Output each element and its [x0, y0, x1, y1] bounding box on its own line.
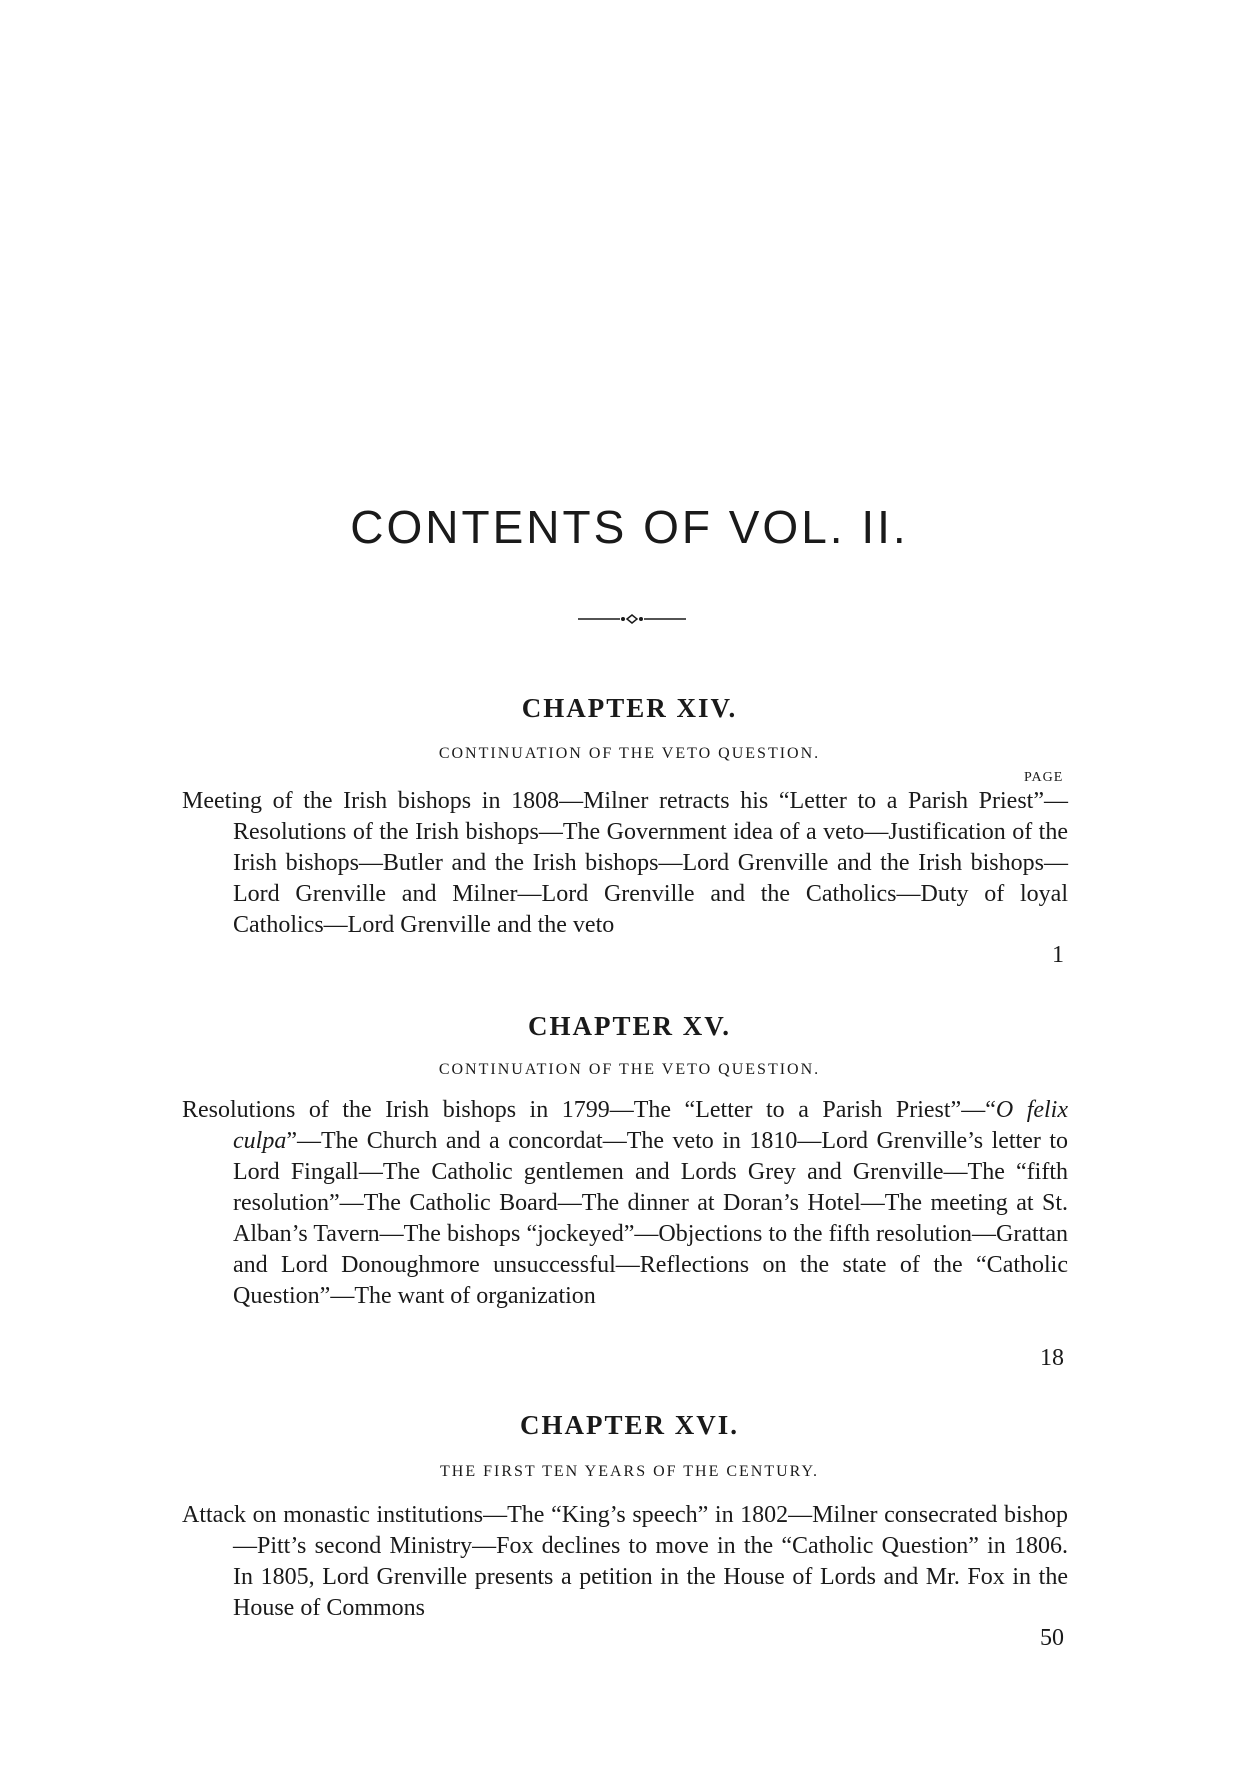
chapter-heading: CHAPTER XV.: [527, 1011, 732, 1041]
page-column-label: PAGE: [1024, 770, 1064, 785]
ornament-divider: [578, 612, 686, 626]
chapter-summary: Attack on monastic institutions—The “King’s speech” in 1802—Milner consecrated bishop—Pitt’s second Ministry—Fox declines to move in the “Catholic Question” in 1806. In 1805, Lord Grenville presents a petition in the House of Lords and Mr. Fox in the House of Commons: [182, 1502, 1068, 1621]
summary-italic-text: O felix culpa: [233, 1097, 1068, 1154]
page-number: 18: [1040, 1345, 1064, 1371]
chapter-subtitle: THE FIRST TEN YEARS OF THE CENTURY.: [440, 1463, 819, 1480]
chapter-summary: [182, 1095, 1068, 1312]
chapter-summary: Meeting of the Irish bishops in 1808—Milner retracts his “Letter to a Parish Priest”—Resolutions of the Irish bishops—The Government idea of a veto—Justification of the Irish bishops—Butler and the Irish bishops—Lord Grenville and the Irish bishops—Lord Grenville and Milner—Lord Grenville and the Catholics—Duty of loyal Catholics—Lord Grenville and the veto: [182, 788, 1068, 938]
page-title: CONTENTS OF VOL. II.: [350, 501, 909, 553]
chapter-heading: CHAPTER XVI.: [519, 1410, 739, 1440]
chapter-subtitle: CONTINUATION OF THE VETO QUESTION.: [438, 1061, 821, 1078]
summary-text: ”—The Church and a concordat—The veto in 1810—Lord Grenville’s letter to Lord Fingall—The Catholic gentlemen and Lords Grey and Grenville—The “fifth resolution”—The Catholic Board—The dinner at Doran’s Hotel—The meeting at St. Alban’s Tavern—The bishops “jockeyed”—Objections to the fifth resolution—Grattan and Lord Donoughmore unsuccessful—Reflections on the state of the “Catholic Question”—The want of organization: [233, 1128, 1068, 1309]
chapter-heading: CHAPTER XIV.: [521, 693, 738, 723]
page-number: 50: [1040, 1625, 1064, 1651]
summary-text: Resolutions of the Irish bishops in 1799—The “Letter to a Parish Priest”—“: [182, 1097, 996, 1123]
page-number: 1: [1052, 942, 1064, 968]
chapter-subtitle: CONTINUATION OF THE VETO QUESTION.: [438, 745, 821, 762]
